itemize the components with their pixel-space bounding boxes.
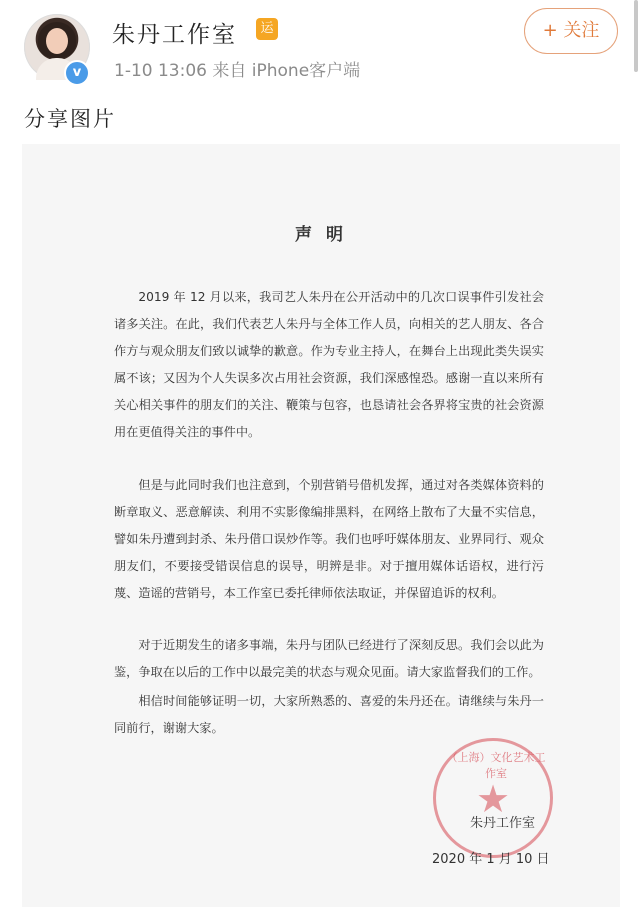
scrollbar[interactable]	[634, 0, 638, 72]
account-name[interactable]: 朱丹工作室	[112, 22, 237, 48]
post-text: 分享图片	[24, 107, 116, 131]
star-icon: ★	[475, 777, 511, 821]
paragraph-1: 2019 年 12 月以来，我司艺人朱丹在公开活动中的几次口误事件引发社会诸多关注。在此，我们代表艺人朱丹与全体工作人员，向相关的艺人朋友、各合作方与观众朋友们致以诚挚的歉意。作为专业主持人，在舞台上出现此类失误实属不该；又因为个人失误多次占用社会资源，我们深感惶恐。感谢一直以来所有关心相关事件的朋友们的关注、鞭策与包容，也恳请社会各界将宝贵的社会资源用在更值得关注的事件中。	[114, 290, 544, 439]
verified-icon: v	[64, 60, 90, 86]
signature: 朱丹工作室	[470, 816, 536, 831]
statement-image[interactable]	[22, 144, 620, 907]
document-date: 2020 年 1 月 10 日	[432, 852, 550, 867]
seal-text: （上海）文化艺术工作室	[446, 751, 546, 780]
paragraph-3: 对于近期发生的诸多事端，朱丹与团队已经进行了深刻反思。我们会以此为鉴，争取在以后的工作中以最完美的状态与观众见面。请大家监督我们的工作。	[114, 638, 544, 679]
document-title: 声 明	[295, 225, 347, 245]
follow-button[interactable]: + 关注	[524, 8, 618, 54]
post-header	[0, 0, 640, 95]
paragraph-4: 相信时间能够证明一切，大家所熟悉的、喜爱的朱丹还在。请继续与朱丹一同前行，谢谢大家。	[114, 694, 544, 735]
official-seal	[433, 738, 553, 858]
paragraph-2: 但是与此同时我们也注意到，个别营销号借机发挥，通过对各类媒体资料的断章取义、恶意解读、利用不实影像编排黑料，在网络上散布了大量不实信息，譬如朱丹遭到封杀、朱丹借口误炒作等。我们也呼吁媒体朋友、业界同行、观众朋友们，不要接受错误信息的误导，明辨是非。对于擅用媒体话语权，进行污蔑、造谣的营销号，本工作室已委托律师依法取证，并保留追诉的权利。	[114, 478, 544, 600]
post-meta: 1-10 13:06 来自 iPhone客户端	[114, 61, 361, 81]
badge-icon[interactable]: 运	[256, 18, 278, 40]
avatar-face	[46, 28, 68, 54]
